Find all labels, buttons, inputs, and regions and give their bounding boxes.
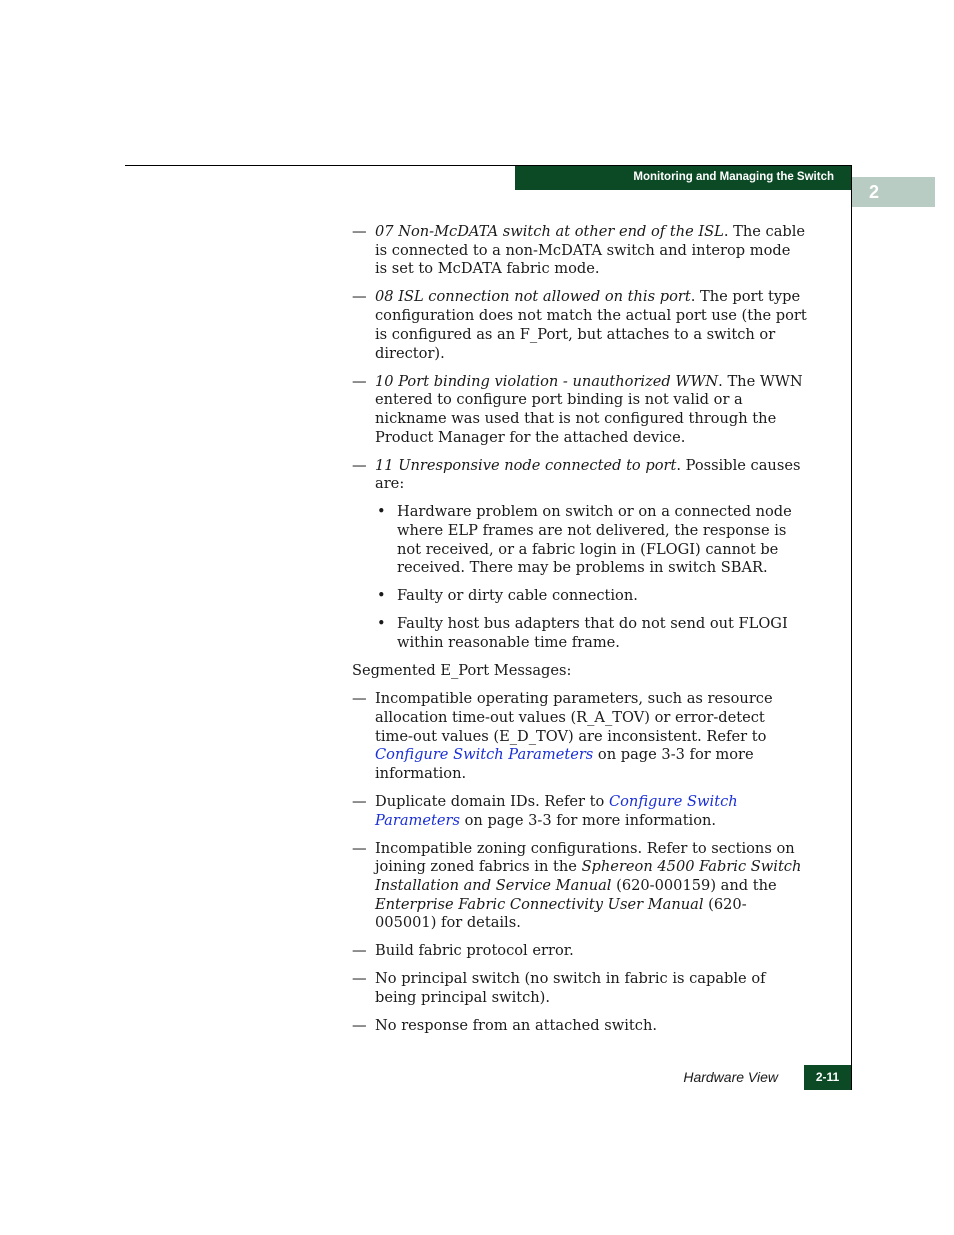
- dash-marker: —: [352, 288, 367, 306]
- message-text-mid: (620-000159) and the: [611, 877, 777, 895]
- bullet-icon: •: [377, 615, 386, 633]
- dash-marker: —: [352, 223, 367, 240]
- dash-marker: —: [352, 372, 367, 390]
- message-text: . The cable is connected to a non-McDATA switch and interop mode is set to McDATA fabric mode.: [375, 223, 806, 278]
- dash-marker: —: [352, 839, 367, 857]
- dash-marker: —: [352, 1017, 367, 1035]
- margin-rule: [851, 165, 852, 1090]
- dash-marker: —: [352, 456, 367, 474]
- message-text: . Possible causes are:: [375, 456, 801, 493]
- dash-marker: —: [352, 970, 367, 988]
- chapter-tab: 2: [852, 177, 935, 207]
- message-text: No principal switch (no switch in fabric is capable of being principal switch).: [375, 970, 766, 1007]
- list-item: [352, 970, 807, 1007]
- bullet-icon: •: [377, 503, 386, 521]
- list-item: [352, 690, 807, 784]
- manual-title: Enterprise Fabric Connectivity User Manual: [375, 895, 704, 913]
- message-text-after: on page 3-3 for more information.: [459, 811, 717, 829]
- list-item: [352, 288, 807, 363]
- message-title: 10 Port binding violation - unauthorized WWN: [375, 372, 719, 390]
- section-heading: Segmented E_Port Messages:: [352, 662, 572, 680]
- bullet-text: Hardware problem on switch or on a connected node where ELP frames are not delivered, the response is not received, or a fabric login in (FLOGI) cannot be received. There may be problems in switch SBAR.: [397, 503, 792, 577]
- dash-marker: —: [352, 792, 367, 810]
- bullet-item: [375, 615, 807, 652]
- message-title: 11 Unresponsive node connected to port: [375, 456, 677, 474]
- bullet-list: [375, 503, 807, 653]
- bullet-text: Faulty host bus adapters that do not send out FLOGI within reasonable time frame.: [397, 615, 788, 652]
- configure-switch-parameters-link[interactable]: Configure Switch Parameters: [375, 746, 594, 764]
- bullet-item: [375, 587, 807, 606]
- message-text: Incompatible zoning configurations. Refer to sections on joining zoned fabrics in the: [375, 839, 795, 876]
- message-title: 08 ISL connection not allowed on this port: [375, 288, 691, 306]
- message-text: . The port type configuration does not match the actual port use (the port is configured as an F_Port, but attaches to a switch or director).: [375, 288, 807, 362]
- running-header: Monitoring and Managing the Switch: [515, 166, 851, 190]
- configure-switch-parameters-link[interactable]: Configure Switch Parameters: [375, 792, 738, 829]
- bullet-text: Faulty or dirty cable connection.: [397, 587, 638, 605]
- message-text: . The WWN entered to configure port binding is not valid or a nickname was used that is not configured through the Product Manager for the attached device.: [375, 372, 803, 446]
- list-item: [352, 373, 807, 448]
- bullet-icon: •: [377, 587, 386, 605]
- dash-marker: —: [352, 690, 367, 708]
- list-item: [352, 793, 807, 830]
- bullet-item: [375, 503, 807, 578]
- manual-title: Sphereon 4500 Fabric Switch Installation and Service Manual: [375, 858, 802, 895]
- message-text-after: (620-005001) for details.: [375, 895, 747, 932]
- list-item: [352, 1017, 807, 1036]
- list-item: [352, 942, 807, 961]
- list-item: [352, 457, 807, 494]
- message-text: Build fabric protocol error.: [375, 942, 574, 960]
- list-item: [352, 223, 807, 279]
- message-text: No response from an attached switch.: [375, 1017, 658, 1035]
- page-number: 2-11: [804, 1065, 851, 1090]
- page-body: [352, 223, 807, 1045]
- message-text-after: on page 3-3 for more information.: [375, 746, 754, 782]
- message-text: Duplicate domain IDs. Refer to: [375, 792, 609, 810]
- dash-marker: —: [352, 942, 367, 960]
- message-title: 07 Non-McDATA switch at other end of the ISL: [375, 223, 724, 240]
- message-text: Incompatible operating parameters, such as resource allocation time-out values (R_A_TOV) or error-detect time-out values (E_D_TOV) are inconsistent. Refer to: [375, 690, 773, 745]
- list-item: [352, 840, 807, 934]
- footer-title: Hardware View: [683, 1069, 778, 1085]
